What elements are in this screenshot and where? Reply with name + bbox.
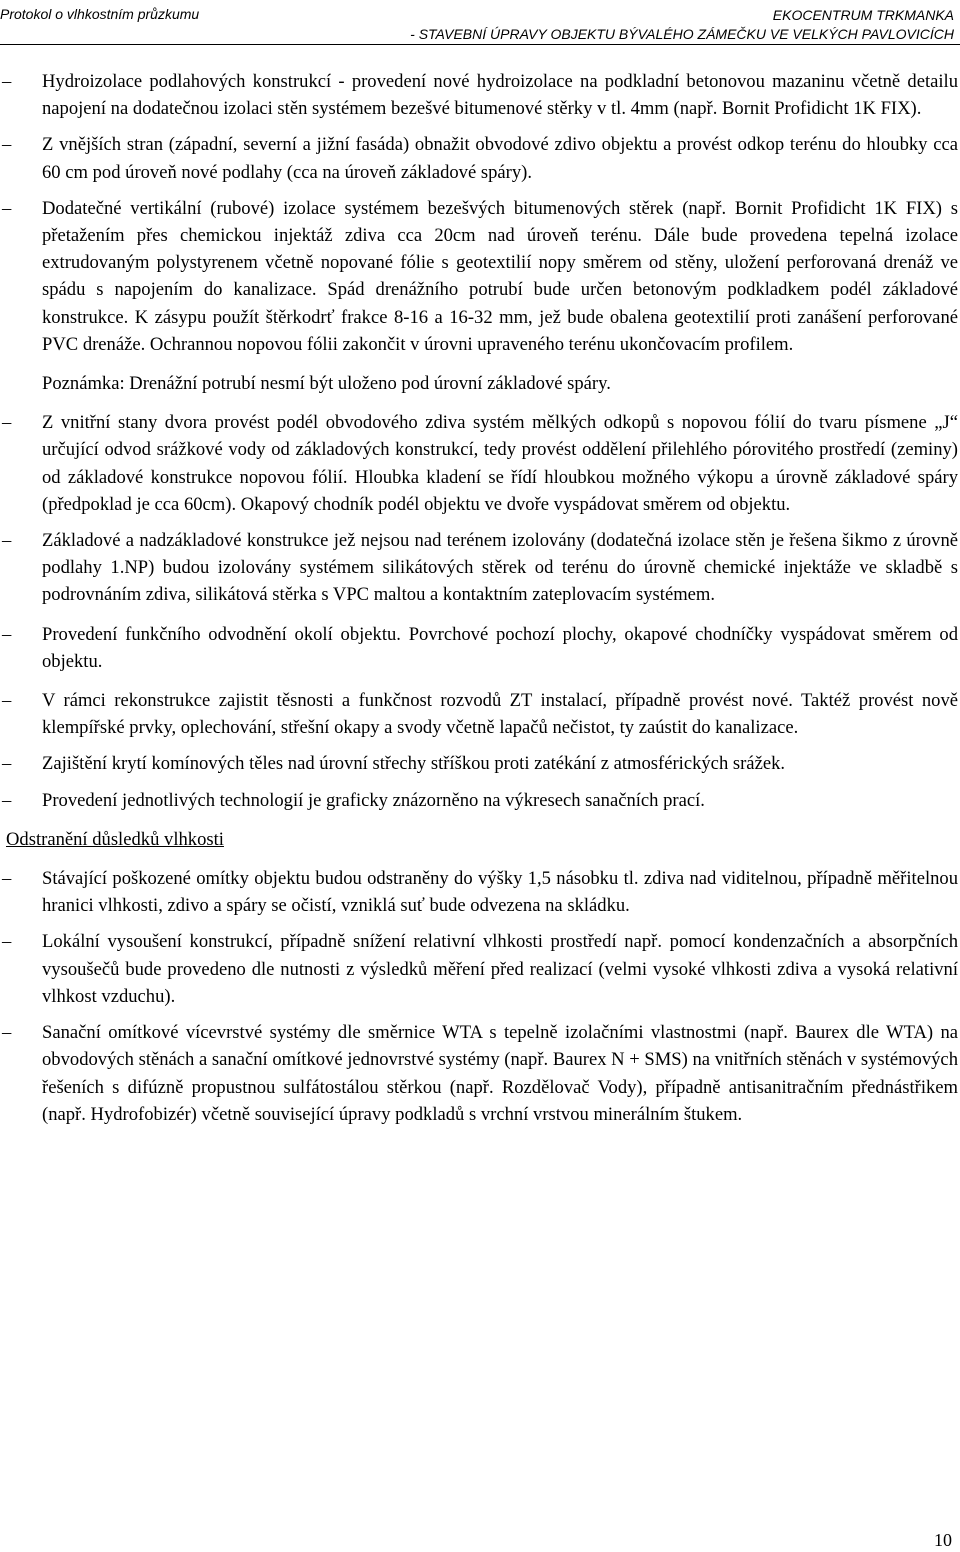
dash-bullet-icon: –: [2, 197, 12, 219]
list-item: [0, 621, 958, 675]
list-item: [0, 787, 958, 814]
dash-bullet-icon: –: [2, 530, 12, 552]
list-item-text: Stávající poškozené omítky objektu budou odstraněny do výšky 1,5 násobku tl. zdiva nad viditelnou, případně měřitelnou hranici vlhkosti, zdivo a spáry se očistí, vzniklá suť bude odvezena na skládku.: [42, 868, 958, 917]
header-document-title: Protokol o vlhkostním průzkumu: [0, 6, 200, 22]
list-item: [0, 750, 958, 777]
list-item-text: Z vnitřní stany dvora provést podél obvodového zdiva systém mělkých odkopů s nopovou fólií do tvaru písmene „J“ určující odvod srážkové vody od základových konstrukcí, tedy provést oddělení přilehlého pórovitého prostředí (zeminy) od základové konstrukce nopovou fólií. Hloubka kladení se řídí hloubkou možného výkopu a úrovně základové spáry (předpoklad je cca 60cm). Okapový chodník podél objektu ve dvoře vyspádovat směrem od objektu.: [42, 412, 958, 515]
list-item-text: Hydroizolace podlahových konstrukcí - provedení nové hydroizolace na podkladní betonovou mazaninu včetně detailu napojení na dodatečnou izolaci stěn systémem bezešvé bitumenové stěrky v tl. 4mm (např. Bornit Profidicht 1K FIX).: [42, 71, 958, 120]
list-item: [0, 131, 958, 185]
dash-bullet-icon: –: [2, 623, 12, 645]
list-item: [0, 68, 958, 122]
list-item-text: Sanační omítkové vícevrstvé systémy dle směrnice WTA s tepelně izolačními vlastnostmi (např. Baurex dle WTA) na obvodových stěnách a sanační omítkové jednovrstvé systémy (např. Baurex N + SMS) na vnitřních stěnách v systémových řešeních s difúzně propustnou sulfátostálou stěrkou (např. Rozdělovač Vody), případně antisanitračním přednástřikem (např. Hydrofobizér) včetně související úpravy podkladů s vrchní vrstvou minerálním štukem.: [42, 1022, 958, 1125]
list-item: [0, 409, 958, 518]
dash-bullet-icon: –: [2, 789, 12, 811]
list-item-text: Dodatečné vertikální (rubové) izolace systémem bezešvých bitumenových stěrek (např. Bornit Profidicht 1K FIX) s přetažením přes chemickou injektáž zdiva cca 20cm nad úroveň terénu. Dále bude provedena tepelná izolace extrudovaným polystyrenem včetně nopované fólie s geotextilií nopy směrem od stěny, uložení perforovaná drenáž ve spádu s napojením do kanalizace. Spád drenážního potrubí bude určen betonovým podkladkem podél základové konstrukce. K zásypu použít štěrkodrť frakce 8-16 a 16-32 mm, jež bude obalena geotextilií proti zanášení perforované PVC drenáže. Ochrannou nopovou fólii zakončit v úrovni upraveného terénu ukončovacím profilem.: [42, 197, 958, 355]
list-item-text: V rámci rekonstrukce zajistit těsnosti a funkčnost rozvodů ZT instalací, případně provést nové. Taktéž provést nově klempířské prvky, oplechování, střešní okapy a svody včetně lapačů nečistot, ty zaústit do kanalizace.: [42, 690, 958, 739]
list-item: [0, 687, 958, 741]
note-paragraph: Poznámka: Drenážní potrubí nesmí být uloženo pod úrovní základové spáry.: [42, 373, 611, 395]
header-project-info: [410, 6, 954, 44]
list-item: [0, 1019, 958, 1128]
list-item: [0, 865, 958, 919]
list-item-text: Z vnějších stran (západní, severní a jižní fasáda) obnažit obvodové zdivo objektu a provést odkop terénu do hloubky cca 60 cm pod úroveň nové podlahy (cca na úroveň základové spáry).: [42, 134, 958, 183]
dash-bullet-icon: –: [2, 753, 12, 775]
page-header: [0, 0, 960, 45]
page-number: 10: [934, 1530, 952, 1550]
dash-bullet-icon: –: [2, 868, 12, 890]
header-project-name: EKOCENTRUM TRKMANKA: [772, 7, 954, 23]
list-item: [0, 195, 958, 358]
section-heading: Odstranění důsledků vlhkosti: [6, 828, 224, 850]
list-item-text: Lokální vysoušení konstrukcí, případně snížení relativní vlhkosti prostředí např. pomocí kondenzačních a absorpčních vysoušečů bude provedeno dle nutnosti z výsledků měření před realizací (velmi vysoké vlhkosti zdiva a vysoká relativní vlhkost vzduchu).: [42, 931, 958, 1007]
list-item-text: Provedení funkčního odvodnění okolí objektu. Povrchové pochozí plochy, okapové chodníčky vyspádovat směrem od objektu.: [42, 623, 958, 672]
dash-bullet-icon: –: [2, 690, 12, 712]
list-item: [0, 527, 958, 609]
list-item-text: Provedení jednotlivých technologií je graficky znázorněno na výkresech sanačních prací.: [42, 789, 705, 811]
dash-bullet-icon: –: [2, 71, 12, 92]
header-project-subtitle: - STAVEBNÍ ÚPRAVY OBJEKTU BÝVALÉHO ZÁMEČKU VE VELKÝCH PAVLOVICÍCH: [410, 26, 954, 42]
dash-bullet-icon: –: [2, 1022, 12, 1044]
list-item-text: Zajištění krytí komínových těles nad úrovní střechy stříškou proti zatékání z atmosférických srážek.: [42, 753, 786, 775]
dash-bullet-icon: –: [2, 931, 12, 953]
dash-bullet-icon: –: [2, 412, 12, 434]
dash-bullet-icon: –: [2, 134, 12, 156]
list-item-text: Základové a nadzákladové konstrukce jež nejsou nad terénem izolovány (dodatečná izolace stěn je řešena šikmo z úrovně podlahy 1.NP) budou izolovány systémem silikátových stěrek od terénu do úrovně chemické injektáže ve skladbě s podrovnáním zdiva, silikátová stěrka s VPC maltou a kontaktním zateplovacím systémem.: [42, 530, 958, 606]
list-item: [0, 928, 958, 1010]
document-body: [0, 68, 958, 1128]
